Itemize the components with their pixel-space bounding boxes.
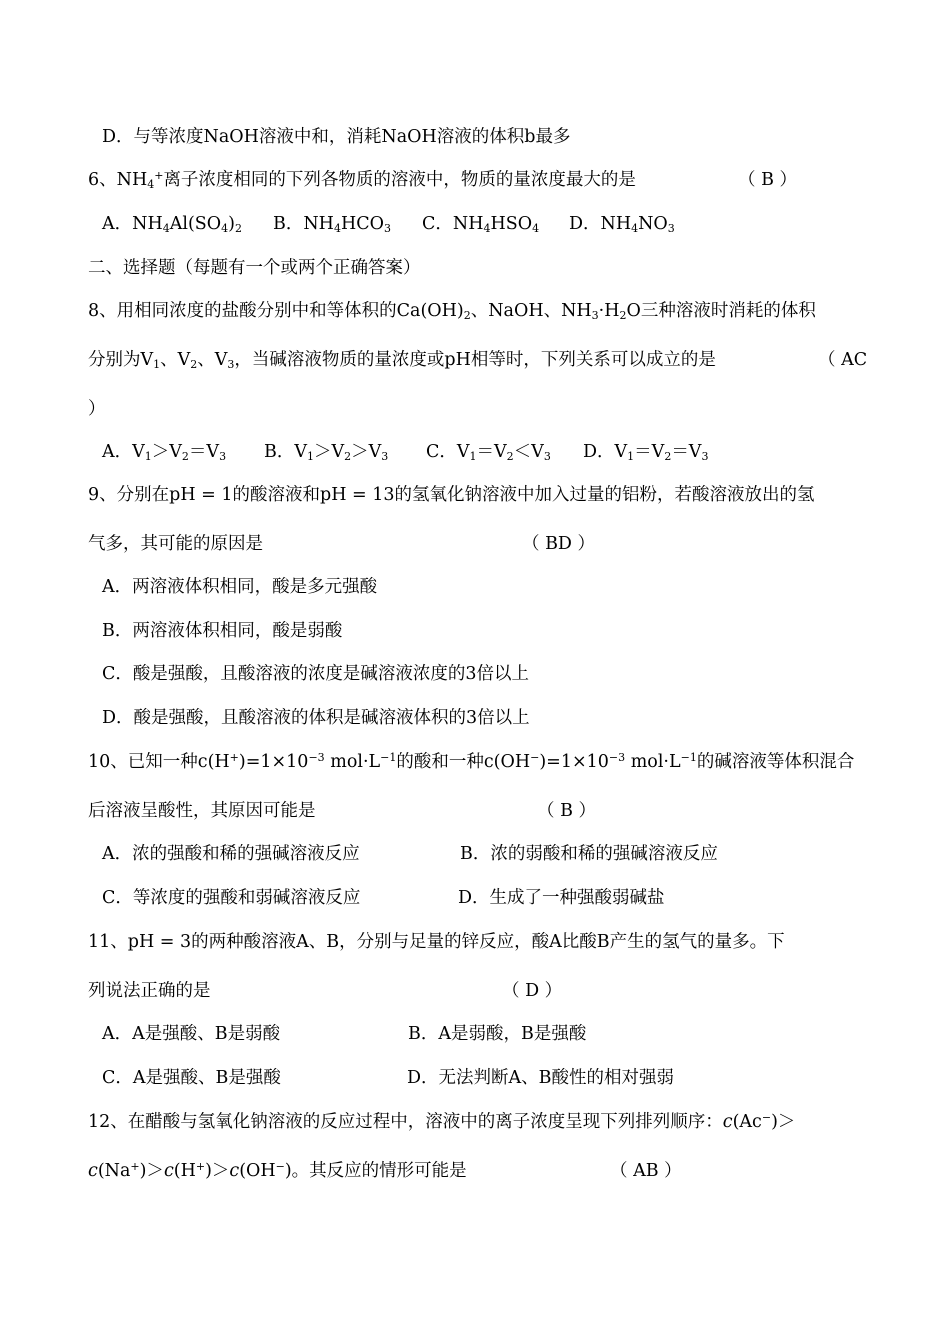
- q10-option-b: B．浓的弱酸和稀的强碱溶液反应: [460, 844, 718, 864]
- q10-option-d: D．生成了一种强酸弱碱盐: [458, 888, 665, 908]
- q11-option-b: B．A是弱酸，B是强酸: [408, 1024, 587, 1044]
- q5-option-d: [102, 125, 570, 149]
- q9-option-a: A．两溶液体积相同，酸是多元强酸: [102, 577, 378, 597]
- q10-line1: 10、已知一种$c(H^+)=1\times 10^{-3}$ $mol\cdot L^{-1}$的酸和一种$c(OH^-)=1\times 10^{-3}$ $mol\cdot L^{-1}$的碱溶液等体积混合: [88, 751, 855, 772]
- q6-text: 离子浓度相同的下列各物质的溶液中，物质的量浓度最大的是: [163, 170, 636, 190]
- q9-option-b: B．两溶液体积相同，酸是弱酸: [102, 621, 343, 641]
- q11-answer: （ D ）: [502, 981, 563, 1001]
- q6-stem: [88, 168, 636, 192]
- q9-line1: 9、分别在pH = 1的酸溶液和pH = 13的氢氧化钠溶液中加入过量的铝粉，若酸溶液放出的氢: [88, 485, 815, 505]
- q10-option-a: A．浓的强酸和稀的强碱溶液反应: [102, 844, 360, 864]
- q8-answer-open: （ AC: [818, 350, 868, 370]
- q6-option-b: B．$NH_4HCO_3$: [273, 214, 391, 235]
- q8-answer-close: ）: [88, 399, 106, 419]
- q6-option-d: D．$NH_4NO_3$: [569, 214, 675, 235]
- q11-option-a: A．A是强酸、B是弱酸: [102, 1024, 281, 1044]
- q6-ion: $NH_4^+$: [116, 169, 164, 191]
- q6-option-a: A．$NH_4Al(SO_4)_2$: [102, 214, 242, 235]
- q11-line1: 11、pH = 3的两种酸溶液A、B，分别与足量的锌反应，酸A比酸B产生的氢气的量多。下: [88, 932, 785, 952]
- q6-answer: （ B ）: [738, 170, 797, 190]
- q9-option-d: D．酸是强酸，且酸溶液的体积是碱溶液体积的3倍以上: [102, 708, 530, 728]
- q9-line2: 气多，其可能的原因是: [88, 534, 263, 554]
- q8-option-a: A．$V_1>V_2=V_3$: [102, 442, 227, 463]
- q11-line2: 列说法正确的是: [88, 981, 211, 1001]
- q8-line2: 分别为$V_1$、$V_2$、$V_3$，当碱溶液物质的量浓度或pH相等时，下列关系可以成立的是: [88, 350, 716, 371]
- q8-option-d: D．$V_1=V_2=V_3$: [583, 442, 709, 463]
- q11-option-d: D．无法判断A、B酸性的相对强弱: [407, 1068, 675, 1088]
- q10-answer: （ B ）: [537, 801, 596, 821]
- q9-option-c: C．酸是强酸，且酸溶液的浓度是碱溶液浓度的3倍以上: [102, 664, 530, 684]
- q8-option-b: B．$V_1>V_2>V_3$: [264, 442, 389, 463]
- q9-answer: （ BD ）: [522, 534, 596, 554]
- q8-line1: 8、用相同浓度的盐酸分别中和等体积的$Ca(OH)_2$、NaOH、$NH_3\cdot H_2O$三种溶液时消耗的体积: [88, 301, 816, 322]
- q8-number: 8、: [88, 301, 117, 321]
- section-title: 二、选择题（每题有一个或两个正确答案）: [88, 258, 421, 278]
- q12-line1: 12、在醋酸与氢氧化钠溶液的反应过程中，溶液中的离子浓度呈现下列排列顺序：c(Ac−)＞: [88, 1111, 796, 1132]
- q12-line2: c(Na+)＞c(H+)＞c(OH−)。其反应的情形可能是: [88, 1160, 467, 1181]
- q10-line2: 后溶液呈酸性，其原因可能是: [88, 801, 316, 821]
- q10-option-c: C．等浓度的强酸和弱碱溶液反应: [102, 888, 361, 908]
- q6-option-c: C．$NH_4HSO_4$: [422, 214, 540, 235]
- q6-number: 6、: [88, 170, 117, 190]
- q11-option-c: C．A是强酸、B是强酸: [102, 1068, 281, 1088]
- q12-answer: （ AB ）: [610, 1161, 682, 1181]
- q5-option-d-text: D．与等浓度NaOH溶液中和，消耗NaOH溶液的体积b最多: [102, 127, 571, 147]
- q8-option-c: C．$V_1=V_2<V_3$: [426, 442, 551, 463]
